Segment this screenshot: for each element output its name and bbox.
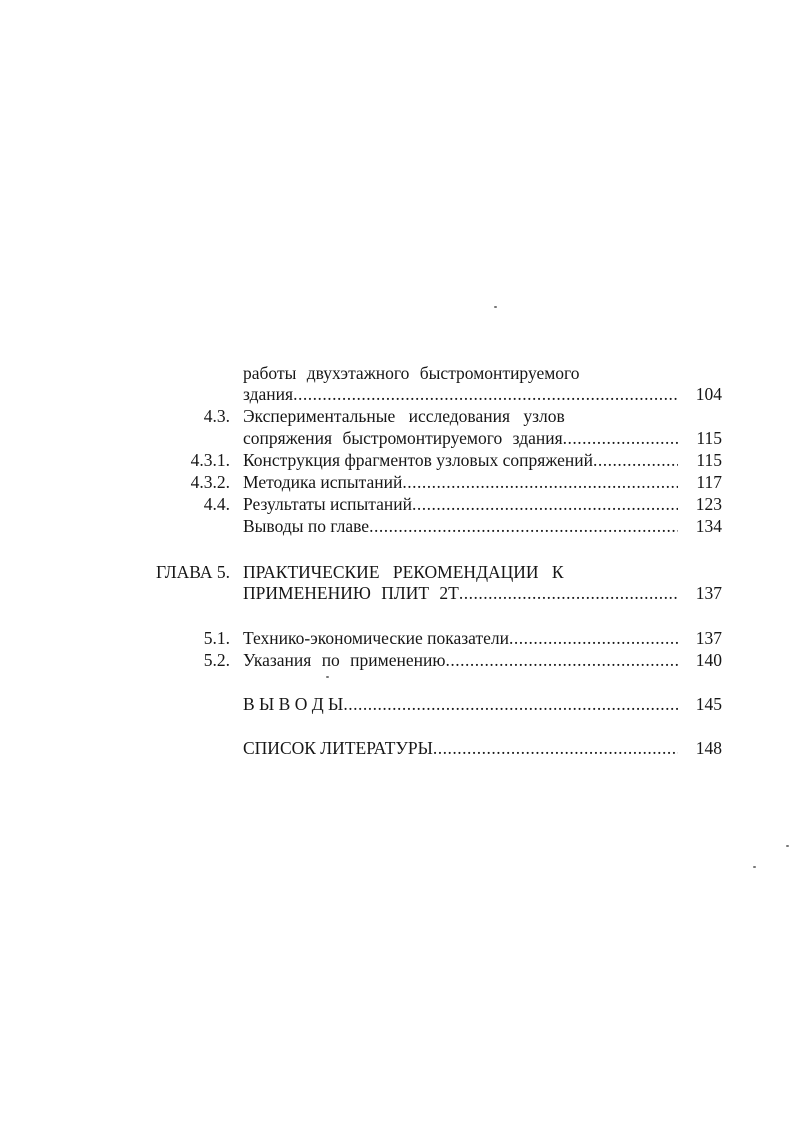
toc-leader [243,693,678,715]
toc-section-number: 4.3.1. [190,450,230,470]
toc-entry-text: ПРИМЕНЕНИЮ ПЛИТ 2Т [243,583,459,603]
scan-speck [494,306,497,308]
toc-leader [243,383,678,405]
toc-page-number: 148 [695,738,722,758]
dot-leader [343,693,678,715]
toc-entry-4-3-line2 [0,427,793,449]
toc-entry-chapter-5-line1 [0,561,793,583]
toc-page-number: 115 [696,450,722,470]
toc-section-number: 5.1. [203,628,230,648]
dot-leader [402,471,678,493]
dot-leader [293,383,678,405]
dot-leader [433,737,678,759]
toc-entry-work-line1 [0,362,793,384]
dot-leader [563,427,678,449]
toc-entry-text: сопряжения быстромонтируемого здания [243,428,563,448]
toc-page-number: 137 [695,628,722,648]
toc-entry-text: здания [243,384,294,404]
dot-leader [369,515,678,537]
toc-section-number: 4.4. [203,494,230,514]
scan-speck [753,866,756,868]
toc-section-number: 4.3. [203,406,230,426]
toc-leader [243,427,678,449]
toc-leader [243,627,678,649]
toc-chapter-number: ГЛАВА 5. [155,562,230,582]
toc-page-number: 115 [696,428,722,448]
toc-entry-text: В Ы В О Д Ы [243,694,344,714]
toc-entry-text: Указания по применению [243,650,446,670]
toc-leader [243,649,678,671]
toc-entry-4-3-line1 [0,405,793,427]
toc-entry-text: Конструкция фрагментов узловых сопряжений [243,450,593,470]
dot-leader [445,649,678,671]
toc-entry-text: Методика испытаний [243,472,403,492]
toc-entry-work-line2 [0,383,793,405]
toc-entry-5-2 [0,649,793,671]
dot-leader [593,449,678,471]
toc-entry-text: Результаты испытаний [243,494,412,514]
dot-leader [509,627,678,649]
toc-entry-5-1 [0,627,793,649]
toc-leader [243,582,678,604]
scan-speck [326,676,329,678]
dot-leader [459,582,678,604]
toc-entry-4-4 [0,493,793,515]
toc-entry-text: Выводы по главе [243,516,370,536]
toc-entry-conclusions [0,693,793,715]
toc-page-number: 140 [695,650,722,670]
toc-page-number: 104 [695,384,722,404]
toc-page-number: 134 [695,516,722,536]
toc-page-number: 117 [696,472,722,492]
toc-section-number: 5.2. [203,650,230,670]
toc-entry-chapter-conclusions [0,515,793,537]
toc-entry-text: Экспериментальные исследования узлов [243,406,565,426]
toc-leader [243,449,678,471]
toc-entry-4-3-1 [0,449,793,471]
toc-entry-text: СПИСОК ЛИТЕРАТУРЫ [243,738,433,758]
toc-entry-text: ПРАКТИЧЕСКИЕ РЕКОМЕНДАЦИИ К [243,562,564,582]
toc-entry-4-3-2 [0,471,793,493]
toc-leader [243,471,678,493]
dot-leader [412,493,678,515]
toc-leader [243,515,678,537]
toc-page-number: 137 [695,583,722,603]
toc-entry-chapter-5-line2 [0,582,793,604]
toc-entry-text: работы двухэтажного быстромонтируемого [243,363,580,383]
toc-leader [243,493,678,515]
toc-page-number: 123 [695,494,722,514]
toc-entry-text: Технико-экономические показатели [243,628,509,648]
toc-page-number: 145 [695,694,722,714]
toc-section-number: 4.3.2. [190,472,230,492]
toc-leader [243,737,678,759]
toc-entry-references [0,737,793,759]
scan-speck [786,845,789,847]
